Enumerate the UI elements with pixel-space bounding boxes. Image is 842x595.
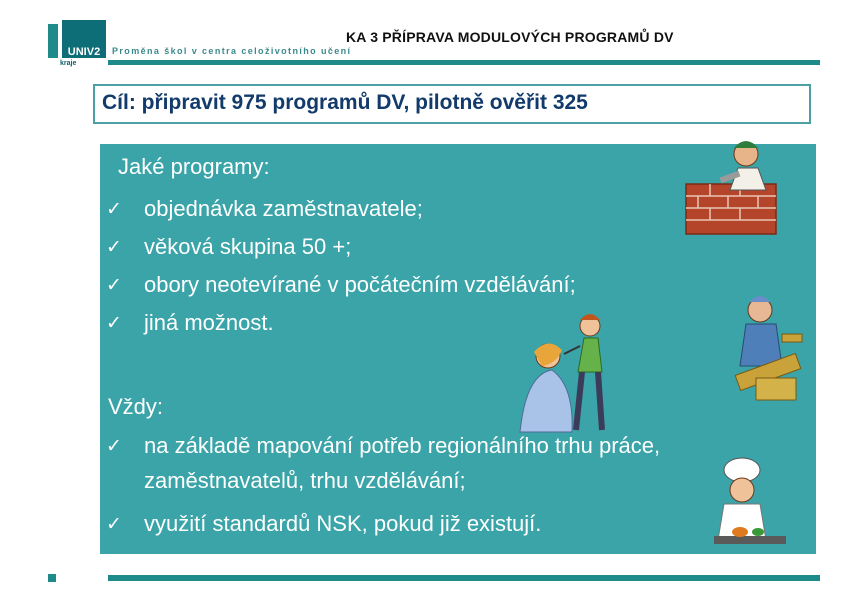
list-item: na základě mapování potřeb regionálního trhu práce, xyxy=(144,433,661,458)
check-icon: ✓ xyxy=(106,435,122,457)
logo-subtext: kraje xyxy=(60,60,77,67)
hairdresser-illustration xyxy=(490,312,620,442)
list-item-continuation: zaměstnavatelů, trhu vzdělávání; xyxy=(144,468,466,493)
goal-text: Cíl: připravit 975 programů DV, pilotně ověřit 325 xyxy=(102,91,588,114)
carpenter-illustration xyxy=(726,290,812,406)
check-icon: ✓ xyxy=(106,274,122,296)
list-item: objednávka zaměstnavatele; xyxy=(144,196,423,221)
list-item: jiná možnost. xyxy=(144,310,274,335)
footer-rule xyxy=(108,575,820,581)
bricklayer-illustration xyxy=(680,132,790,242)
list-item: využití standardů NSK, pokud již existují. xyxy=(144,511,542,536)
check-icon: ✓ xyxy=(106,236,122,258)
section2-heading: Vždy: xyxy=(108,394,164,419)
page-title: KA 3 PŘÍPRAVA MODULOVÝCH PROGRAMŮ DV xyxy=(346,29,674,45)
list-item: věková skupina 50 +; xyxy=(144,234,352,259)
header-rule xyxy=(108,60,820,65)
header-subtitle: Proměna škol v centra celoživotního učení xyxy=(112,46,352,56)
section1-heading: Jaké programy: xyxy=(118,154,270,179)
list-item: obory neotevírané v počátečním vzdělávání; xyxy=(144,272,576,297)
cook-illustration xyxy=(700,456,800,556)
check-icon: ✓ xyxy=(106,312,122,334)
logo-left-block xyxy=(48,24,58,58)
check-icon: ✓ xyxy=(106,198,122,220)
footer-marker xyxy=(48,574,56,582)
check-icon: ✓ xyxy=(106,513,122,535)
logo-text: UNIV2 xyxy=(67,46,101,58)
